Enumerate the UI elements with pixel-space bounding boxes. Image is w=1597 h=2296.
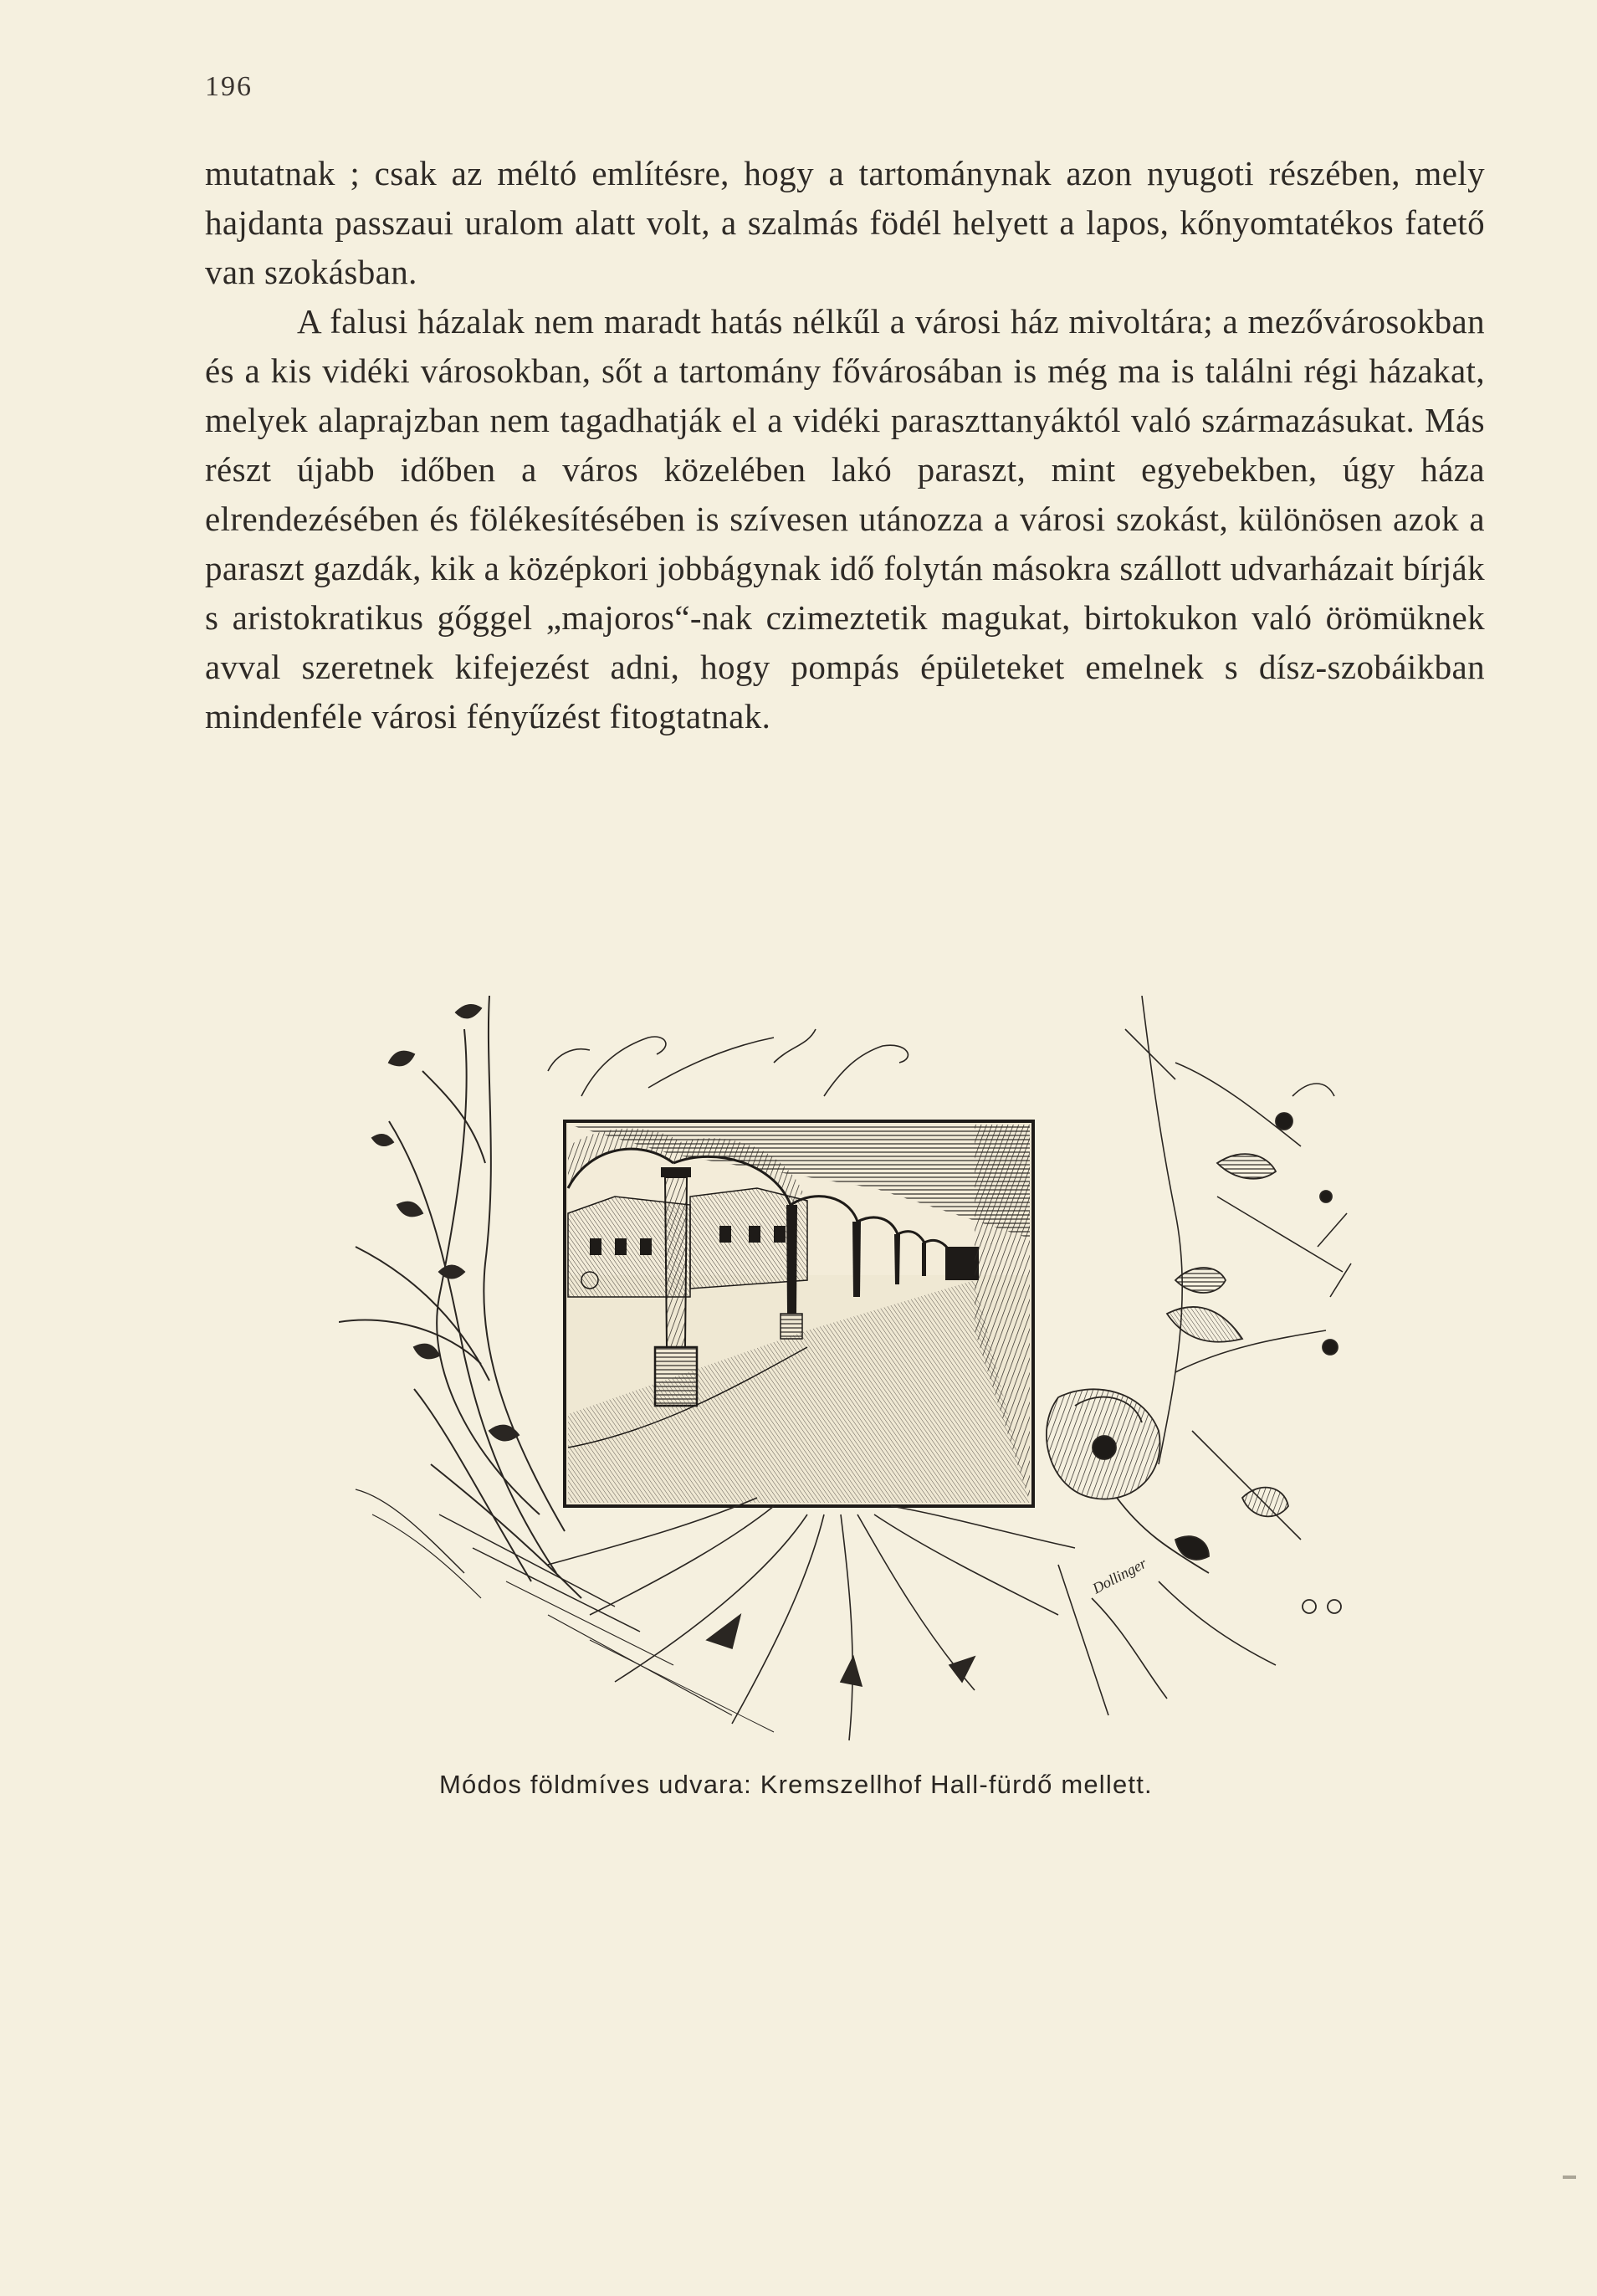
wheat-sheaf bbox=[548, 1498, 1075, 1740]
engraving-illustration bbox=[339, 996, 1359, 1749]
top-tendrils bbox=[548, 1029, 908, 1096]
figure-caption: Módos földmíves udvara: Kremszellhof Hall-fürdő mellett. bbox=[439, 1770, 1153, 1799]
paragraph-1: mutatnak ; csak az méltó említésre, hogy a tartománynak azon nyugoti részében, mely hajdanta passzaui uralom alatt volt, a szalmás födél helyett a lapos, kőnyomtatékos fatető van szokásban. bbox=[205, 154, 1485, 291]
paragraph-2: A falusi házalak nem maradt hatás nélkűl a városi ház mivoltára; a mezővárosokban és a kis vidéki városokban, sőt a tartomány fővárosában is még ma is találni régi házakat, melyek alaprajzban nem tagadhatják el a vidéki paraszttanyáktól való származásukat. Más részt újabb időben a város közelében lakó paraszt, mint egyebekben, úgy háza elrendezésében és fölékesítésében is szívesen utánozza a városi szokást, különösen azok a paraszt gazdák, kik a középkori jobbágynak idő folytán másokra szállott udvarházait bírják s aristokratikus gőggel „majoros“-nak czimeztetik magukat, birtokukon való örömüknek avval szeretnek kifejezést adni, hogy pompás épületeket emelnek s dísz-szobáikban mindenféle városi fényűzést fitogtatnak. bbox=[205, 302, 1485, 735]
page-number: 196 bbox=[205, 71, 253, 102]
artist-signature: Dollinger bbox=[1089, 1555, 1149, 1597]
right-flowers bbox=[1047, 1113, 1341, 1613]
courtyard-picture bbox=[565, 1121, 1033, 1506]
right-stems bbox=[1058, 996, 1351, 1715]
body-text bbox=[205, 149, 1485, 741]
page-mark bbox=[1563, 2176, 1576, 2179]
